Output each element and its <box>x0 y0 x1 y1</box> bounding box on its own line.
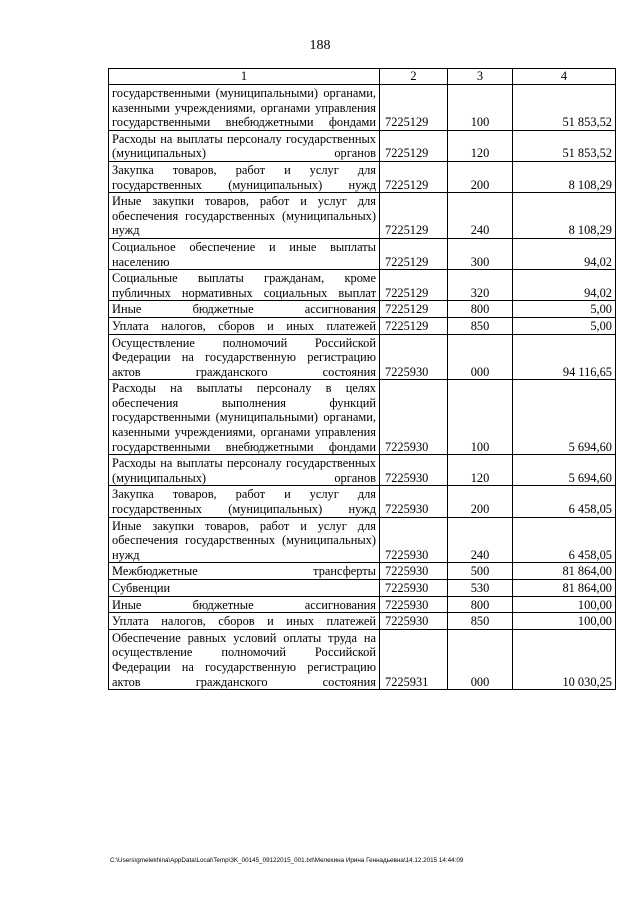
table-row <box>109 301 616 318</box>
row-description: Расходы на выплаты персоналу государственных (муниципальных) органов <box>109 455 380 486</box>
table-row <box>109 613 616 630</box>
row-description: Иные бюджетные ассигнования <box>109 596 380 613</box>
row-amount: 5 694,60 <box>513 380 616 455</box>
row-expense-type: 120 <box>448 455 513 486</box>
table-row <box>109 130 616 161</box>
row-amount: 81 864,00 <box>513 580 616 597</box>
row-description: Расходы на выплаты персоналу государственных (муниципальных) органов <box>109 130 380 161</box>
row-expense-type: 240 <box>448 517 513 563</box>
column-header-1: 1 <box>109 69 380 85</box>
row-amount: 6 458,05 <box>513 486 616 517</box>
row-expense-type: 320 <box>448 270 513 301</box>
row-description: Закупка товаров, работ и услуг для государственных (муниципальных) нужд <box>109 486 380 517</box>
row-expense-type: 000 <box>448 334 513 380</box>
row-description: Иные бюджетные ассигнования <box>109 301 380 318</box>
row-expense-type: 300 <box>448 238 513 269</box>
column-header-4: 4 <box>513 69 616 85</box>
row-code: 7225129 <box>380 85 448 131</box>
row-code: 7225931 <box>380 629 448 689</box>
table-row <box>109 486 616 517</box>
row-amount: 94,02 <box>513 238 616 269</box>
row-expense-type: 850 <box>448 613 513 630</box>
budget-table <box>108 68 616 690</box>
table-row <box>109 596 616 613</box>
table-row <box>109 580 616 597</box>
row-description: Закупка товаров, работ и услуг для государственных (муниципальных) нужд <box>109 161 380 192</box>
row-amount: 100,00 <box>513 596 616 613</box>
row-code: 7225129 <box>380 270 448 301</box>
row-expense-type: 200 <box>448 161 513 192</box>
table-row <box>109 193 616 239</box>
table-row <box>109 317 616 334</box>
table-body <box>109 85 616 690</box>
row-expense-type: 100 <box>448 85 513 131</box>
row-expense-type: 800 <box>448 301 513 318</box>
column-header-2: 2 <box>380 69 448 85</box>
row-description: Осуществление полномочий Российской Федерации на государственную регистрацию актов гражданского состояния <box>109 334 380 380</box>
row-description: Иные закупки товаров, работ и услуг для обеспечения государственных (муниципальных) нужд <box>109 517 380 563</box>
row-amount: 10 030,25 <box>513 629 616 689</box>
row-amount: 8 108,29 <box>513 161 616 192</box>
row-amount: 51 853,52 <box>513 130 616 161</box>
footer-file-path: C:\Users\gmelekhina\AppData\Local\Temp\3K_00145_09122015_001.txt\Мелехина Ирина Геннадьевна\14.12.2015 14:44:09 <box>110 857 464 864</box>
row-code: 7225930 <box>380 580 448 597</box>
table-row <box>109 334 616 380</box>
row-code: 7225930 <box>380 563 448 580</box>
row-code: 7225930 <box>380 613 448 630</box>
page-number: 188 <box>309 38 331 53</box>
row-description: Иные закупки товаров, работ и услуг для обеспечения государственных (муниципальных) нужд <box>109 193 380 239</box>
row-expense-type: 200 <box>448 486 513 517</box>
row-code: 7225930 <box>380 596 448 613</box>
row-amount: 6 458,05 <box>513 517 616 563</box>
row-amount: 51 853,52 <box>513 85 616 131</box>
row-description: Уплата налогов, сборов и иных платежей <box>109 317 380 334</box>
table-row <box>109 517 616 563</box>
row-amount: 5 694,60 <box>513 455 616 486</box>
table-row <box>109 455 616 486</box>
table-row <box>109 563 616 580</box>
row-description: Уплата налогов, сборов и иных платежей <box>109 613 380 630</box>
row-code: 7225129 <box>380 130 448 161</box>
row-code: 7225129 <box>380 161 448 192</box>
table-header-row <box>109 69 616 85</box>
row-amount: 94 116,65 <box>513 334 616 380</box>
column-header-3: 3 <box>448 69 513 85</box>
table-row <box>109 85 616 131</box>
row-description: Субвенции <box>109 580 380 597</box>
row-expense-type: 500 <box>448 563 513 580</box>
row-expense-type: 120 <box>448 130 513 161</box>
row-code: 7225930 <box>380 517 448 563</box>
row-description: Социальное обеспечение и иные выплаты населению <box>109 238 380 269</box>
row-code: 7225930 <box>380 455 448 486</box>
row-code: 7225129 <box>380 301 448 318</box>
table-row <box>109 629 616 689</box>
row-code: 7225129 <box>380 193 448 239</box>
row-description: Обеспечение равных условий оплаты труда на осуществление полномочий Российской Федерации на государственную регистрацию актов гражданского состояния <box>109 629 380 689</box>
row-code: 7225129 <box>380 238 448 269</box>
table-row <box>109 270 616 301</box>
row-description: Межбюджетные трансферты <box>109 563 380 580</box>
row-expense-type: 850 <box>448 317 513 334</box>
row-description: Социальные выплаты гражданам, кроме публичных нормативных социальных выплат <box>109 270 380 301</box>
row-code: 7225930 <box>380 486 448 517</box>
row-description: Расходы на выплаты персоналу в целях обеспечения выполнения функций государственными (муниципальными) органами, казенными учреждениями, органами управления государственными внебюджетными фондами <box>109 380 380 455</box>
row-expense-type: 240 <box>448 193 513 239</box>
table-row <box>109 238 616 269</box>
row-description: государственными (муниципальными) органами, казенными учреждениями, органами управления государственными внебюджетными фондами <box>109 85 380 131</box>
row-amount: 81 864,00 <box>513 563 616 580</box>
row-amount: 8 108,29 <box>513 193 616 239</box>
table-row <box>109 161 616 192</box>
row-amount: 94,02 <box>513 270 616 301</box>
row-expense-type: 000 <box>448 629 513 689</box>
row-expense-type: 100 <box>448 380 513 455</box>
row-code: 7225930 <box>380 334 448 380</box>
row-amount: 100,00 <box>513 613 616 630</box>
row-expense-type: 800 <box>448 596 513 613</box>
row-expense-type: 530 <box>448 580 513 597</box>
row-amount: 5,00 <box>513 301 616 318</box>
table-row <box>109 380 616 455</box>
row-code: 7225129 <box>380 317 448 334</box>
row-code: 7225930 <box>380 380 448 455</box>
row-amount: 5,00 <box>513 317 616 334</box>
